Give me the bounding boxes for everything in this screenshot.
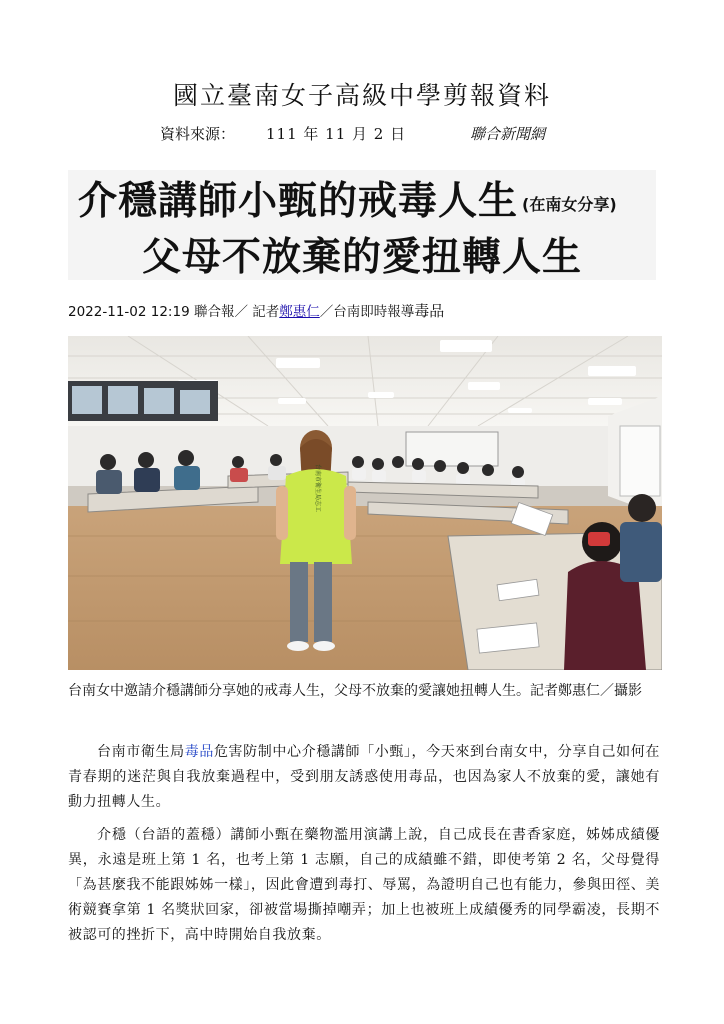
- source-paper: 聯合新聞網: [470, 125, 546, 143]
- headline-line1: [78, 170, 617, 226]
- byline: [68, 300, 444, 321]
- p1-keyword-link[interactable]: 毒品: [184, 744, 214, 760]
- headline-line2: 父母不放棄的愛扭轉人生: [141, 235, 582, 280]
- source-label: 資料來源：: [160, 125, 236, 143]
- byline-outlet: 聯合報: [193, 304, 235, 320]
- photo-caption: 台南女中邀請介穩講師分享她的戒毒人生，父母不放棄的愛讓她扭轉人生。記者鄭惠仁／攝影: [68, 683, 642, 699]
- p1-text-start: 台南市衛生局: [97, 744, 185, 760]
- p1-text-end: 危害防制中心介穩講師「小甄」，今天來到台南女中，分享自己如何在青春期的迷茫與自我放棄過程中，受到朋友誘惑使用毒品，也因為家人不放棄的愛，讓她有動力扭轉人生。: [68, 744, 660, 810]
- article-paragraph-2: 介穩（台語的蓋穩）講師小甄在藥物濫用演講上說，自己成長在書香家庭，姊姊成績優異，永遠是班上第 1 名，也考上第 1 志願，自己的成績雖不錯，即使考第 2 名，父母覺得「為甚麼我不能跟姊姊一樣」，因此會遭到毒打、辱罵，為證明自己也有能力，參與田徑、美術競賽拿第 1 名獎狀回家，卻被當場撕掉嘲弄；加上也被班上成績優秀的同學霸凌，長期不被認可的挫折下，高中時開始自我放棄。: [68, 827, 660, 943]
- source-line: [160, 123, 630, 144]
- byline-tag[interactable]: 毒品: [414, 302, 445, 320]
- vest-print: 台南市衛生局志工: [314, 463, 321, 513]
- byline-desk: 台南即時報導: [333, 304, 415, 320]
- reporter-link[interactable]: 鄭惠仁: [279, 304, 320, 320]
- headline-main-1: 介穩講師小甄的戒毒人生: [78, 179, 519, 224]
- clipping-title: 國立臺南女子高級中學剪報資料: [172, 81, 551, 110]
- source-date: 111 年 11 月 2 日: [266, 125, 407, 143]
- byline-sep: ／: [234, 304, 248, 320]
- article-photo: [68, 336, 662, 670]
- byline-datetime: 2022-11-02 12:19: [68, 304, 190, 320]
- article-paragraph-1: [68, 740, 660, 815]
- headline-note: (在南女分享): [522, 195, 617, 214]
- byline-reporter-prefix: 記者: [252, 304, 280, 320]
- classroom-photo-illustration: [68, 336, 662, 670]
- byline-sep: ／: [319, 304, 334, 320]
